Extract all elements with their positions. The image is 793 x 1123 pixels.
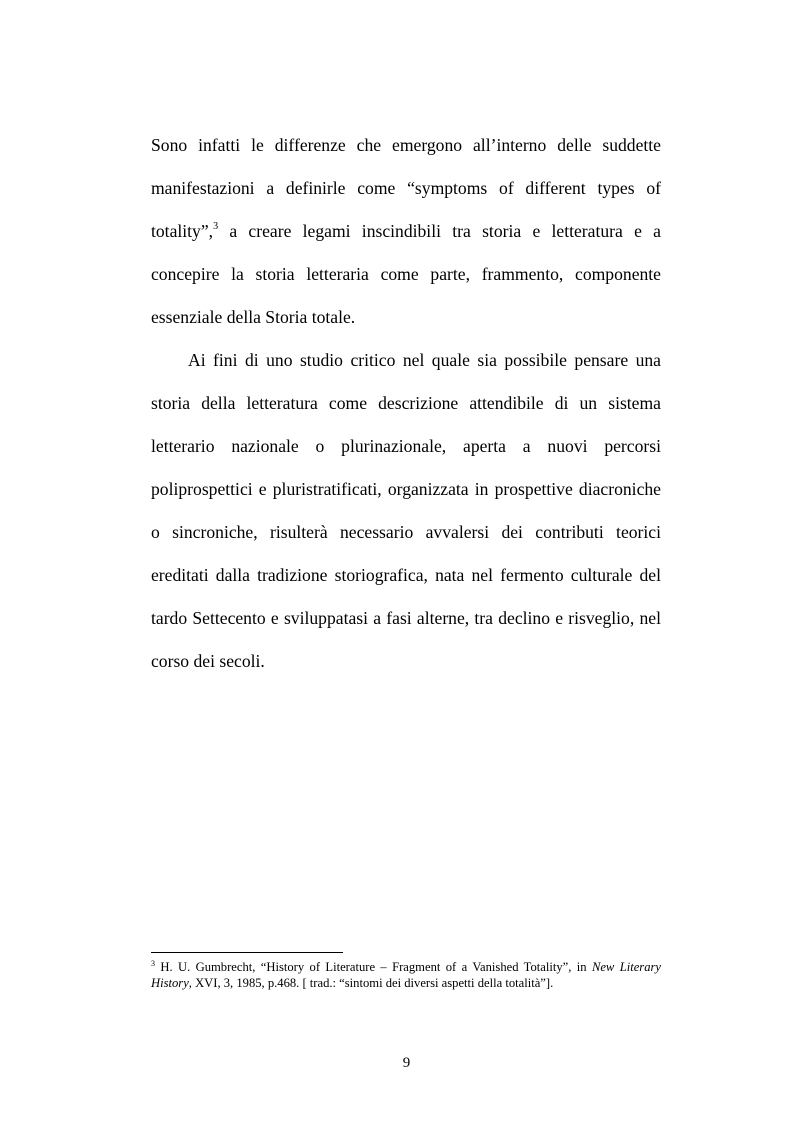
footnote-number: 3	[151, 959, 155, 968]
footnote	[151, 959, 661, 991]
footnote-text-end: , XVI, 3, 1985, p.468. [ trad.: “sintomi dei diversi aspetti della totalità”].	[188, 976, 554, 990]
page-number: 9	[402, 1055, 411, 1071]
paragraph-1	[151, 124, 661, 339]
footnote-separator	[151, 952, 343, 953]
footnote-reference: 3	[213, 221, 219, 232]
paragraph-1-text: Sono infatti le differenze che emergono all’interno delle suddette manifestazioni a definirle come “symptoms of different types of totality”,	[151, 135, 661, 241]
paragraph-2: Ai fini di uno studio critico nel quale sia possibile pensare una storia della letteratura come descrizione attendibile di un sistema letterario nazionale o plurinazionale, aperta a nuovi percorsi poliprospettici e pluristratificati, organizzata in prospettive diacroniche o sincroniche, risulterà necessario avvalersi dei contributi teorici ereditati dalla tradizione storiografica, nata nel fermento culturale del tardo Settecento e sviluppatasi a fasi alterne, tra declino e risveglio, nel corso dei secoli.	[151, 350, 661, 671]
paragraph-1-continuation: a creare legami inscindibili tra storia e letteratura e a concepire la storia letteraria come parte, frammento, componente essenziale della Storia totale.	[151, 221, 661, 327]
footnote-text: H. U. Gumbrecht, “History of Literature – Fragment of a Vanished Totality”, in	[155, 960, 592, 974]
footnote-journal-title: New Literary History	[151, 960, 661, 990]
body-text	[151, 124, 661, 683]
